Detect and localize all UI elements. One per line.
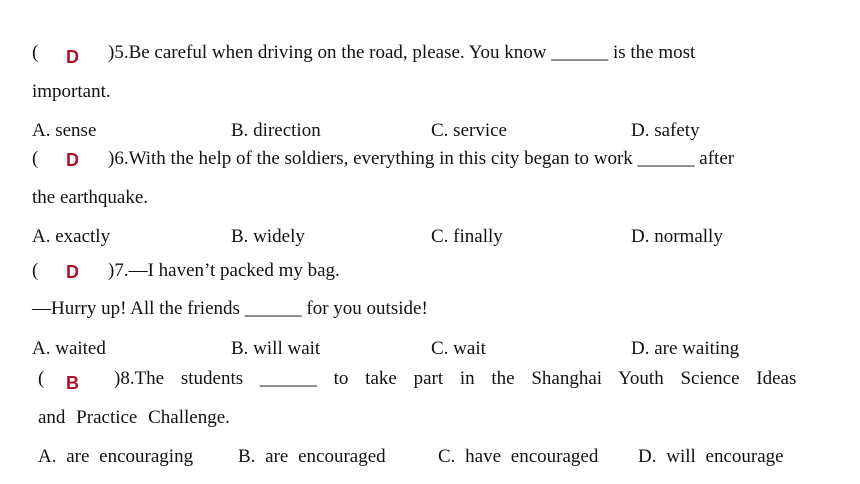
option-d: D. safety (631, 120, 700, 141)
option-d: D. will encourage (638, 446, 784, 467)
option-a: A. sense (32, 120, 97, 141)
answer-label: D (66, 262, 79, 282)
open-paren: ( (32, 42, 39, 63)
option-c: C. wait (431, 338, 486, 359)
option-d: D. are waiting (631, 338, 740, 359)
answer-label: D (66, 47, 79, 67)
answer-label: B (66, 373, 79, 393)
option-b: B. are encouraged (238, 446, 386, 467)
question-stem-continued: the earthquake. (32, 187, 149, 208)
option-c: C. finally (431, 226, 503, 247)
question-stem: )8.The students ______ to take part in the Shanghai Youth Science Ideas (114, 368, 797, 389)
option-c: C. have encouraged (438, 446, 599, 467)
option-b: B. widely (231, 226, 305, 247)
option-a: A. exactly (32, 226, 111, 247)
option-a: A. are encouraging (38, 446, 194, 467)
option-b: B. will wait (231, 338, 321, 359)
option-a: A. waited (32, 338, 106, 359)
question-stem: )6.With the help of the soldiers, everything in this city began to work ______ after (108, 148, 735, 169)
question-stem: )5.Be careful when driving on the road, please. You know ______ is the most (108, 42, 696, 63)
option-d: D. normally (631, 226, 723, 247)
option-c: C. service (431, 120, 507, 141)
question-stem-continued: important. (32, 81, 111, 102)
question-stem-continued: and Practice Challenge. (38, 407, 230, 428)
question-stem-continued: —Hurry up! All the friends ______ for you outside! (32, 298, 428, 319)
answer-label: D (66, 150, 79, 170)
open-paren: ( (32, 260, 39, 281)
open-paren: ( (38, 368, 45, 389)
option-b: B. direction (231, 120, 321, 141)
question-stem: )7.—I haven’t packed my bag. (108, 260, 340, 281)
open-paren: ( (32, 148, 39, 169)
